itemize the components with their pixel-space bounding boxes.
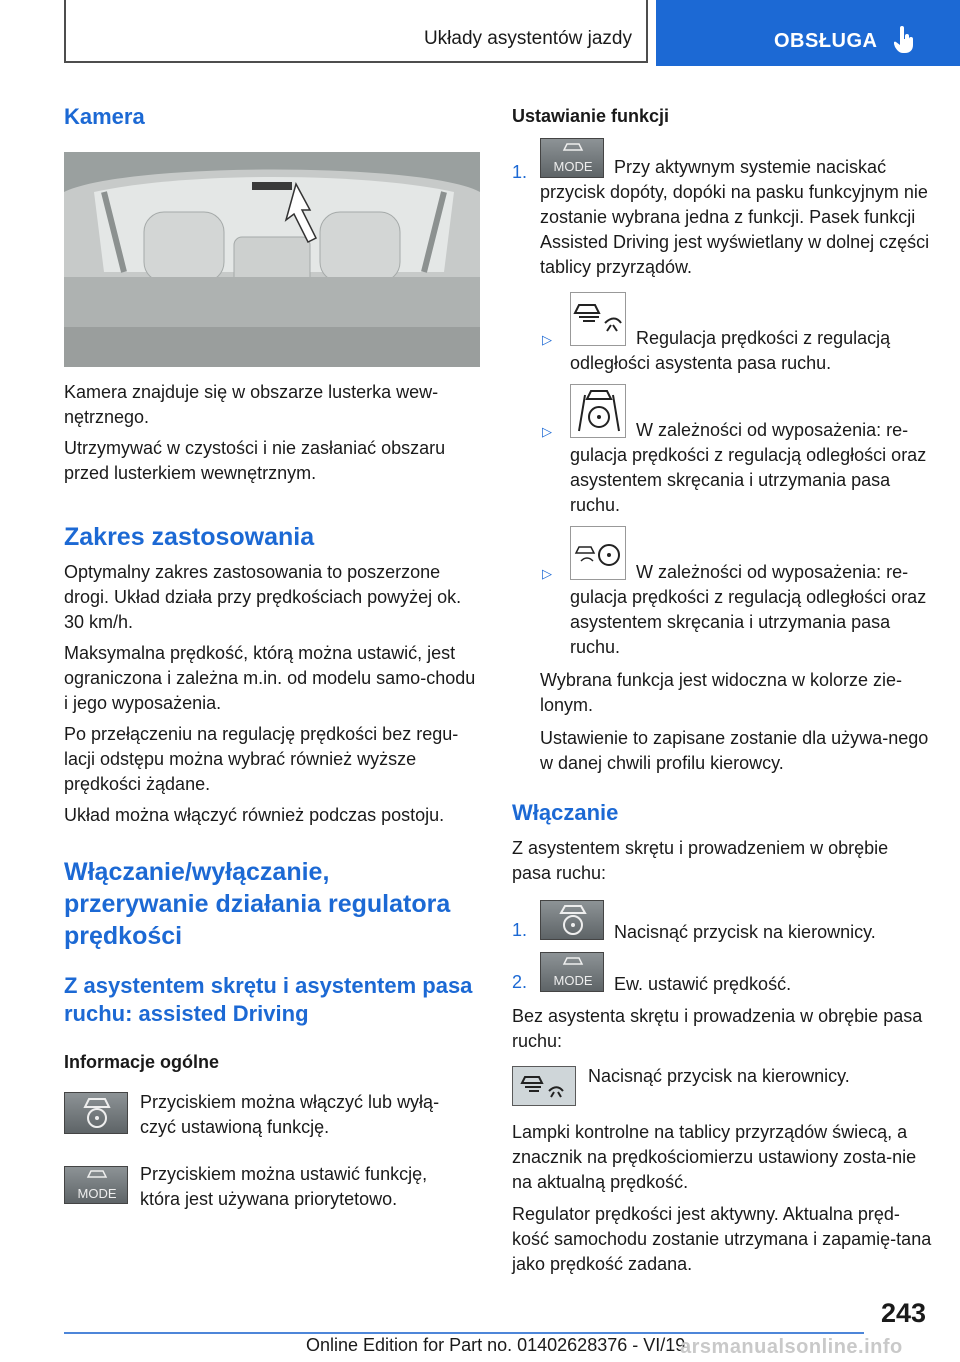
zakres-paragraph-3: Po przełączeniu na regulację prędkości bez regu-lacji odstępu można wybrać również wyższe prędkości żądane. [64, 724, 459, 794]
section-title: Układy asystentów jazdy [423, 28, 632, 49]
wlaczanie-step-2-number: 2. [512, 972, 528, 992]
lampki-paragraph: Lampki kontrolne na tablicy przyrządów świecą, a znacznik na prędkościomierzu ustawiony zosta-nie na aktualną prędkość. [512, 1122, 917, 1192]
kamera-paragraph-1: Kamera znajduje się w obszarze lusterka wew-nętrznego. [64, 382, 439, 427]
bullet-triangle-icon: ▷ [542, 332, 552, 347]
bullet-triangle-icon: ▷ [542, 424, 552, 439]
footer-edition: Online Edition for Part no. 01402628376 - VI/19 [306, 1335, 686, 1355]
profile-saved-note: Ustawienie to zapisane zostanie dla używa-nego w danej chwili profilu kierowcy. [540, 728, 929, 773]
acc-button-image [512, 1066, 576, 1106]
zakres-paragraph-2: Maksymalna prędkość, którą można ustawić, jest ograniczona i zależna m.in. od modelu samo-chodu i jego wyposażenia. [64, 643, 476, 713]
mode-car-icon [65, 1167, 129, 1205]
regulator-paragraph: Regulator prędkości jest aktywny. Aktualna pręd-kość samochodu zostanie utrzymana i zapamię-tana jako prędkość zadana. [512, 1204, 932, 1274]
step-1-number: 1. [512, 162, 528, 182]
assisted-driving-subheading: Z asystentem skrętu i asystentem pasa ruchu: assisted Driving [64, 973, 473, 1026]
kamera-text [64, 380, 480, 486]
bullet-triangle-icon: ▷ [542, 566, 552, 581]
car-interior-illustration [64, 152, 480, 367]
zakres-text [64, 560, 480, 828]
pointing-hand-icon [894, 26, 916, 54]
mode-button-image-step2 [540, 952, 604, 992]
zakres-paragraph-4: Układ można włączyć również podczas postoju. [64, 805, 445, 825]
option-3-text: W zależności od wyposażenia: re-gulacja prędkości z regulacją odległości oraz asystentem skręcania i utrzymania pasa ruchu. [570, 562, 927, 657]
footer-divider [64, 1332, 864, 1334]
wlaczanie-paragraph: Z asystentem skrętu i prowadzeniem w obrębie pasa ruchu: [512, 838, 889, 883]
mode-car-icon [541, 953, 605, 993]
wlaczanie-step-1-text: Nacisnąć przycisk na kierownicy. [614, 922, 876, 942]
zakres-paragraph-1: Optymalny zakres zastosowania to poszerzone drogi. Układ działa przy prędkościach powyżej ok. 30 km/h. [64, 562, 462, 632]
mode-label: MODE [553, 973, 593, 988]
bez-asystenta-button-text: Nacisnąć przycisk na kierownicy. [588, 1066, 850, 1086]
steering-wheel-button-image [540, 900, 604, 940]
option-1-text: Regulacja prędkości z regulacją odległości asystenta pasa ruchu. [570, 328, 891, 373]
camera-photo [64, 152, 480, 367]
option-2-text: W zależności od wyposażenia: re-gulacja prędkości z regulacją odległości oraz asystentem skręcania i utrzymania pasa ruchu. [570, 420, 927, 515]
informacje-heading: Informacje ogólne [64, 1052, 220, 1072]
kamera-paragraph-2: Utrzymywać w czystości i nie zasłaniać obszaru przed lusterkiem wewnętrznym. [64, 438, 446, 483]
step-1-text: Przy aktywnym systemie naciskać przycisk dopóty, dopóki na pasku funkcyjnym nie zostanie wybrana jedna z funkcji. Pasek funkcji Assisted Driving jest wyświetlany w dolnej części tablicy przyrządów. [540, 157, 930, 277]
info-paragraph-2: Przyciskiem można ustawić funkcję, która jest używana priorytetowo. [140, 1164, 428, 1209]
wlaczanie-heading: Włączanie [512, 800, 619, 825]
mode-label: MODE [77, 1186, 117, 1201]
header-section-box [64, 0, 648, 63]
zakres-heading: Zakres zastosowania [64, 523, 315, 551]
steering-assist-icon [541, 901, 605, 941]
steering-assist-icon [65, 1093, 129, 1135]
selected-function-note: Wybrana funkcja jest widoczna w kolorze zie-lonym. [540, 670, 902, 715]
kamera-heading: Kamera [64, 104, 145, 129]
wlaczanie-step-1-number: 1. [512, 920, 528, 940]
acc-distance-icon [513, 1067, 577, 1107]
chapter-tab [656, 0, 960, 66]
page-header [0, 0, 960, 66]
wlaczanie-step-2-text: Ew. ustawić prędkość. [614, 974, 792, 994]
mode-label: MODE [553, 159, 593, 174]
bez-asystenta-paragraph: Bez asystenta skrętu i prowadzenia w obrębie pasa ruchu: [512, 1006, 923, 1051]
info-paragraph-1: Przyciskiem można włączyć lub wyłą-czyć ustawioną funkcję. [140, 1092, 440, 1137]
mode-button-image [64, 1166, 128, 1204]
page-number: 243 [880, 1298, 926, 1328]
wlaczanie-wylaczanie-heading: Włączanie/wyłączanie, przerywanie działania regulatora prędkości [64, 858, 451, 950]
assist-steering-button-image [64, 1092, 128, 1134]
chapter-tab-label: OBSŁUGA [774, 30, 878, 52]
ustawianie-heading: Ustawianie funkcji [512, 106, 670, 126]
watermark: arsmanualsonline.info [680, 1336, 903, 1358]
